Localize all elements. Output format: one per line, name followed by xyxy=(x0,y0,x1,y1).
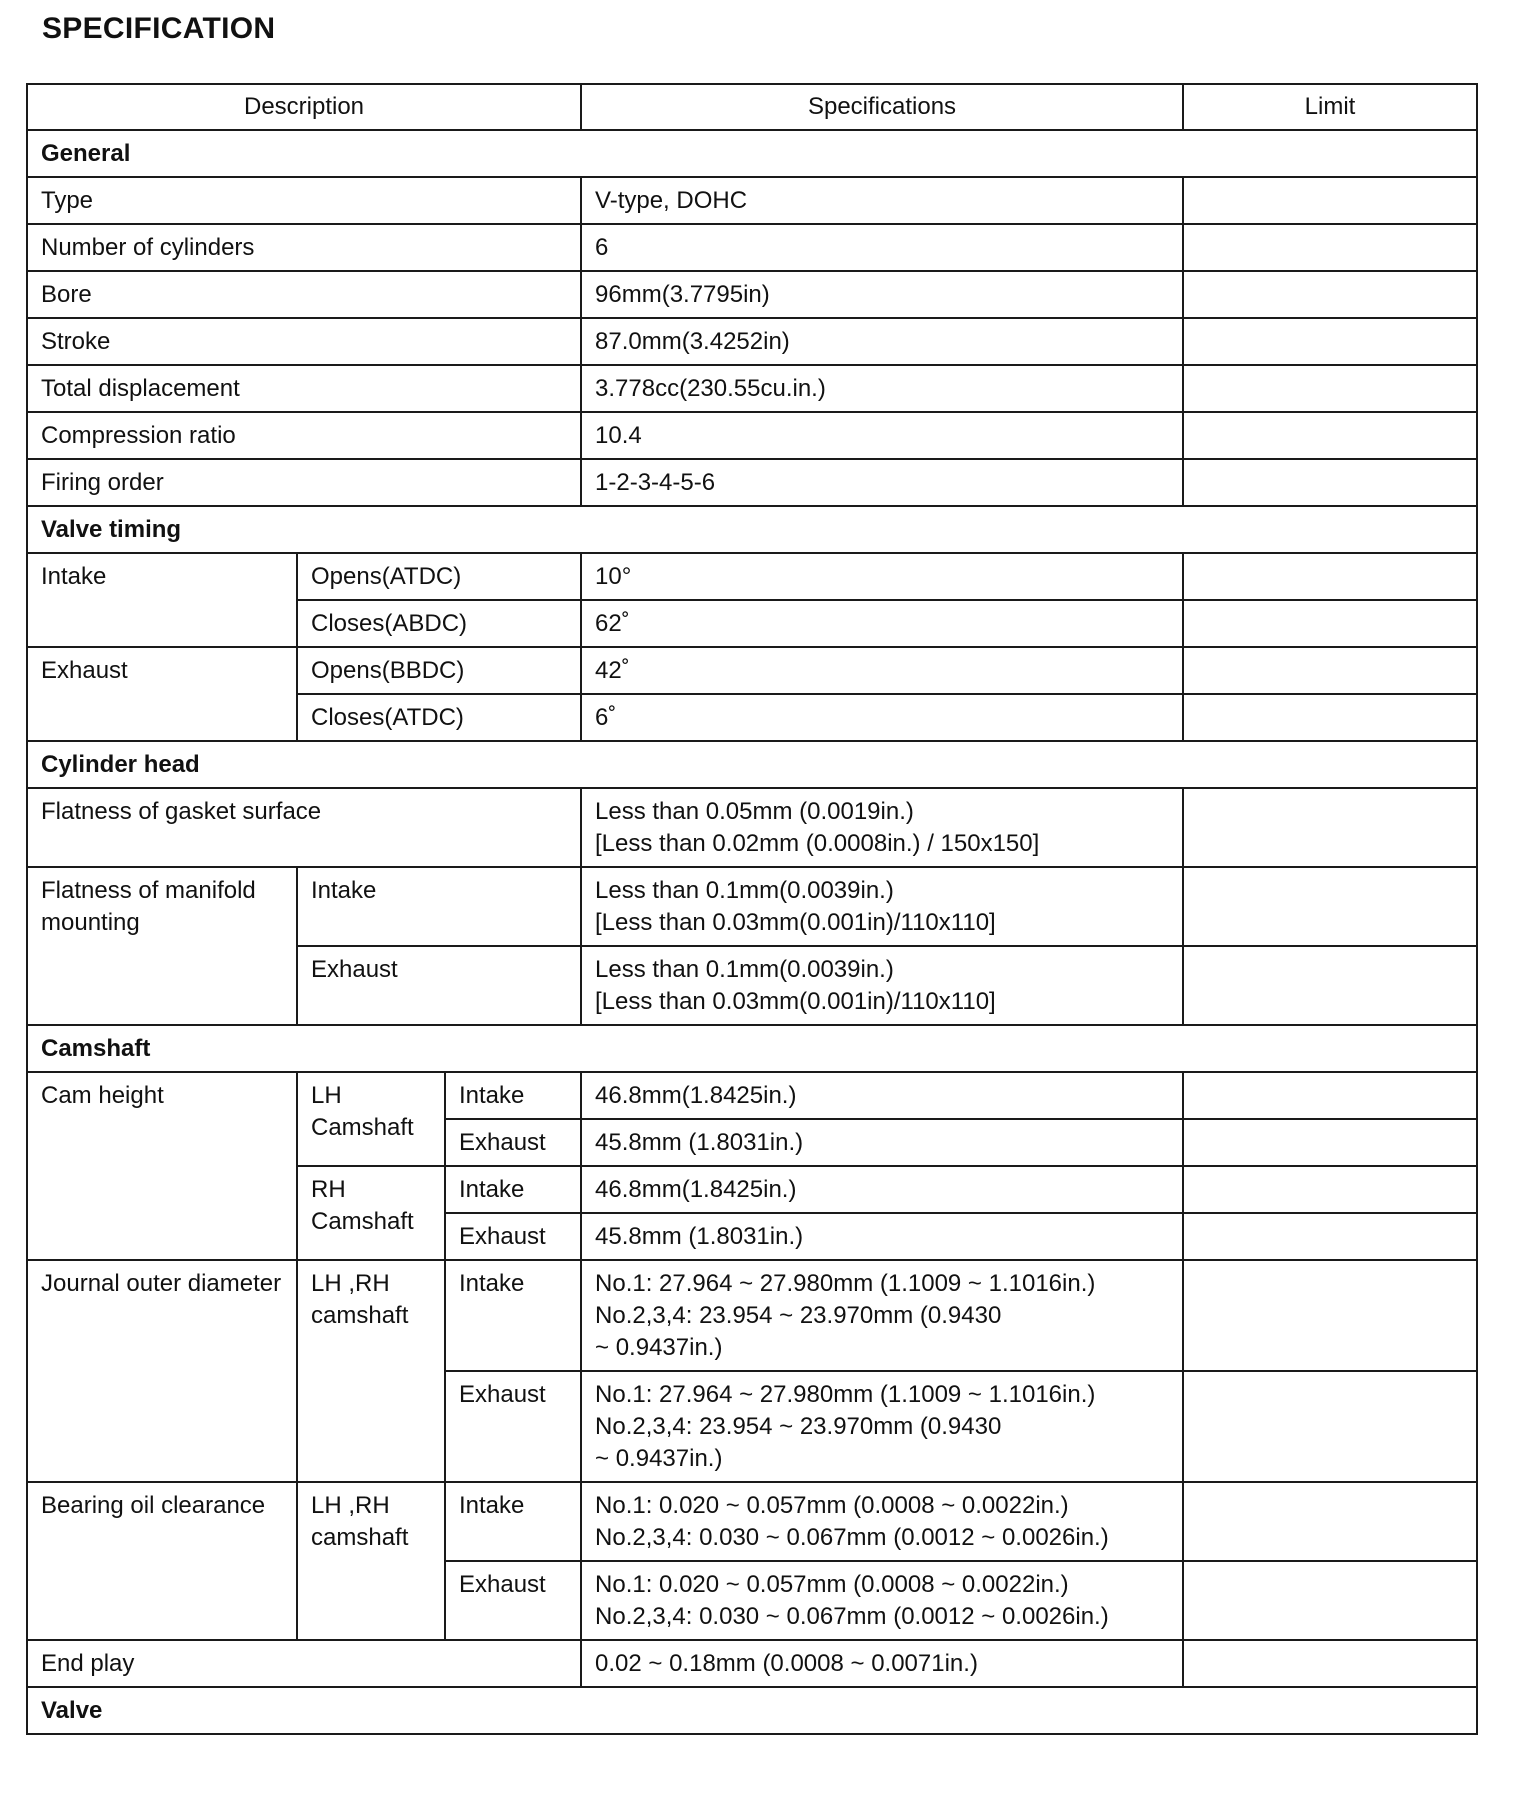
row-value: Less than 0.05mm (0.0019in.) [Less than 0.02mm (0.0008in.) / 150x150] xyxy=(581,788,1183,867)
row-limit xyxy=(1183,867,1477,946)
row-label: Bore xyxy=(27,271,581,318)
row-limit xyxy=(1183,412,1477,459)
row-value: 0.02 ~ 0.18mm (0.0008 ~ 0.0071in.) xyxy=(581,1640,1183,1687)
section-row xyxy=(27,1687,1477,1734)
table-row xyxy=(27,365,1477,412)
row-limit xyxy=(1183,1482,1477,1561)
section-camshaft: Camshaft xyxy=(27,1025,1477,1072)
group-label: Flatness of manifold mounting xyxy=(27,867,297,1025)
header-row xyxy=(27,84,1477,130)
row-limit xyxy=(1183,647,1477,694)
table-row xyxy=(27,1072,1477,1119)
row-label: Intake xyxy=(445,1482,581,1561)
row-limit xyxy=(1183,1119,1477,1166)
row-limit xyxy=(1183,318,1477,365)
row-label: End play xyxy=(27,1640,581,1687)
section-valve-timing: Valve timing xyxy=(27,506,1477,553)
row-value: No.1: 27.964 ~ 27.980mm (1.1009 ~ 1.1016in.) No.2,3,4: 23.954 ~ 23.970mm (0.9430 ~ 0.9437in.) xyxy=(581,1260,1183,1371)
table-row xyxy=(27,177,1477,224)
specification-table xyxy=(26,83,1478,1735)
table-row xyxy=(27,412,1477,459)
row-value: No.1: 0.020 ~ 0.057mm (0.0008 ~ 0.0022in.) No.2,3,4: 0.030 ~ 0.067mm (0.0012 ~ 0.0026in.) xyxy=(581,1482,1183,1561)
row-value: 1-2-3-4-5-6 xyxy=(581,459,1183,506)
row-value: 6 xyxy=(581,224,1183,271)
row-value: 10° xyxy=(581,553,1183,600)
section-valve: Valve xyxy=(27,1687,1477,1734)
row-label: Closes(ATDC) xyxy=(297,694,581,741)
section-cylinder-head: Cylinder head xyxy=(27,741,1477,788)
subgroup-label: RH Camshaft xyxy=(297,1166,445,1260)
row-label: Total displacement xyxy=(27,365,581,412)
row-limit xyxy=(1183,1640,1477,1687)
row-value: 62˚ xyxy=(581,600,1183,647)
row-label: Intake xyxy=(445,1072,581,1119)
row-label: Exhaust xyxy=(297,946,581,1025)
row-limit xyxy=(1183,788,1477,867)
row-limit xyxy=(1183,1260,1477,1371)
row-limit xyxy=(1183,600,1477,647)
row-label: Intake xyxy=(445,1166,581,1213)
table-row xyxy=(27,1482,1477,1561)
table-row xyxy=(27,318,1477,365)
table-row xyxy=(27,867,1477,946)
group-label: Bearing oil clearance xyxy=(27,1482,297,1640)
row-label: Exhaust xyxy=(445,1561,581,1640)
row-label: Compression ratio xyxy=(27,412,581,459)
subgroup-label: LH Camshaft xyxy=(297,1072,445,1166)
row-value: 87.0mm(3.4252in) xyxy=(581,318,1183,365)
section-row xyxy=(27,1025,1477,1072)
table-row xyxy=(27,553,1477,600)
row-label: Intake xyxy=(445,1260,581,1371)
row-limit xyxy=(1183,694,1477,741)
row-limit xyxy=(1183,1213,1477,1260)
row-limit xyxy=(1183,946,1477,1025)
row-value: 42˚ xyxy=(581,647,1183,694)
header-limit: Limit xyxy=(1183,84,1477,130)
section-row xyxy=(27,130,1477,177)
row-limit xyxy=(1183,224,1477,271)
row-limit xyxy=(1183,271,1477,318)
group-label: Exhaust xyxy=(27,647,297,741)
subgroup-label: LH ,RH camshaft xyxy=(297,1482,445,1640)
row-value: No.1: 0.020 ~ 0.057mm (0.0008 ~ 0.0022in.) No.2,3,4: 0.030 ~ 0.067mm (0.0012 ~ 0.0026in.) xyxy=(581,1561,1183,1640)
table-row xyxy=(27,1640,1477,1687)
row-label: Intake xyxy=(297,867,581,946)
group-label: Intake xyxy=(27,553,297,647)
table-row xyxy=(27,271,1477,318)
table-row xyxy=(27,788,1477,867)
row-value: 46.8mm(1.8425in.) xyxy=(581,1166,1183,1213)
table-row xyxy=(27,224,1477,271)
row-value: 46.8mm(1.8425in.) xyxy=(581,1072,1183,1119)
subgroup-label: LH ,RH camshaft xyxy=(297,1260,445,1482)
section-row xyxy=(27,506,1477,553)
row-value: Less than 0.1mm(0.0039in.) [Less than 0.03mm(0.001in)/110x110] xyxy=(581,946,1183,1025)
row-value: 96mm(3.7795in) xyxy=(581,271,1183,318)
table-row xyxy=(27,459,1477,506)
row-label: Opens(ATDC) xyxy=(297,553,581,600)
row-limit xyxy=(1183,1561,1477,1640)
row-label: Firing order xyxy=(27,459,581,506)
row-limit xyxy=(1183,1371,1477,1482)
row-label: Flatness of gasket surface xyxy=(27,788,581,867)
row-value: 45.8mm (1.8031in.) xyxy=(581,1119,1183,1166)
row-limit xyxy=(1183,1166,1477,1213)
table-row xyxy=(27,1260,1477,1371)
row-label: Number of cylinders xyxy=(27,224,581,271)
row-value: 6˚ xyxy=(581,694,1183,741)
row-limit xyxy=(1183,459,1477,506)
row-limit xyxy=(1183,365,1477,412)
row-value: 10.4 xyxy=(581,412,1183,459)
row-limit xyxy=(1183,1072,1477,1119)
section-row xyxy=(27,741,1477,788)
row-value: No.1: 27.964 ~ 27.980mm (1.1009 ~ 1.1016in.) No.2,3,4: 23.954 ~ 23.970mm (0.9430 ~ 0.9437in.) xyxy=(581,1371,1183,1482)
row-value: V-type, DOHC xyxy=(581,177,1183,224)
row-label: Closes(ABDC) xyxy=(297,600,581,647)
section-general: General xyxy=(27,130,1477,177)
row-value: 3.778cc(230.55cu.in.) xyxy=(581,365,1183,412)
row-label: Stroke xyxy=(27,318,581,365)
header-specifications: Specifications xyxy=(581,84,1183,130)
row-value: 45.8mm (1.8031in.) xyxy=(581,1213,1183,1260)
group-label: Journal outer diameter xyxy=(27,1260,297,1482)
row-limit xyxy=(1183,553,1477,600)
group-label: Cam height xyxy=(27,1072,297,1260)
table-row xyxy=(27,647,1477,694)
row-label: Opens(BBDC) xyxy=(297,647,581,694)
page-title: SPECIFICATION xyxy=(42,12,276,45)
row-label: Exhaust xyxy=(445,1371,581,1482)
row-label: Exhaust xyxy=(445,1213,581,1260)
row-label: Exhaust xyxy=(445,1119,581,1166)
row-label: Type xyxy=(27,177,581,224)
row-value: Less than 0.1mm(0.0039in.) [Less than 0.03mm(0.001in)/110x110] xyxy=(581,867,1183,946)
row-limit xyxy=(1183,177,1477,224)
header-description: Description xyxy=(27,84,581,130)
